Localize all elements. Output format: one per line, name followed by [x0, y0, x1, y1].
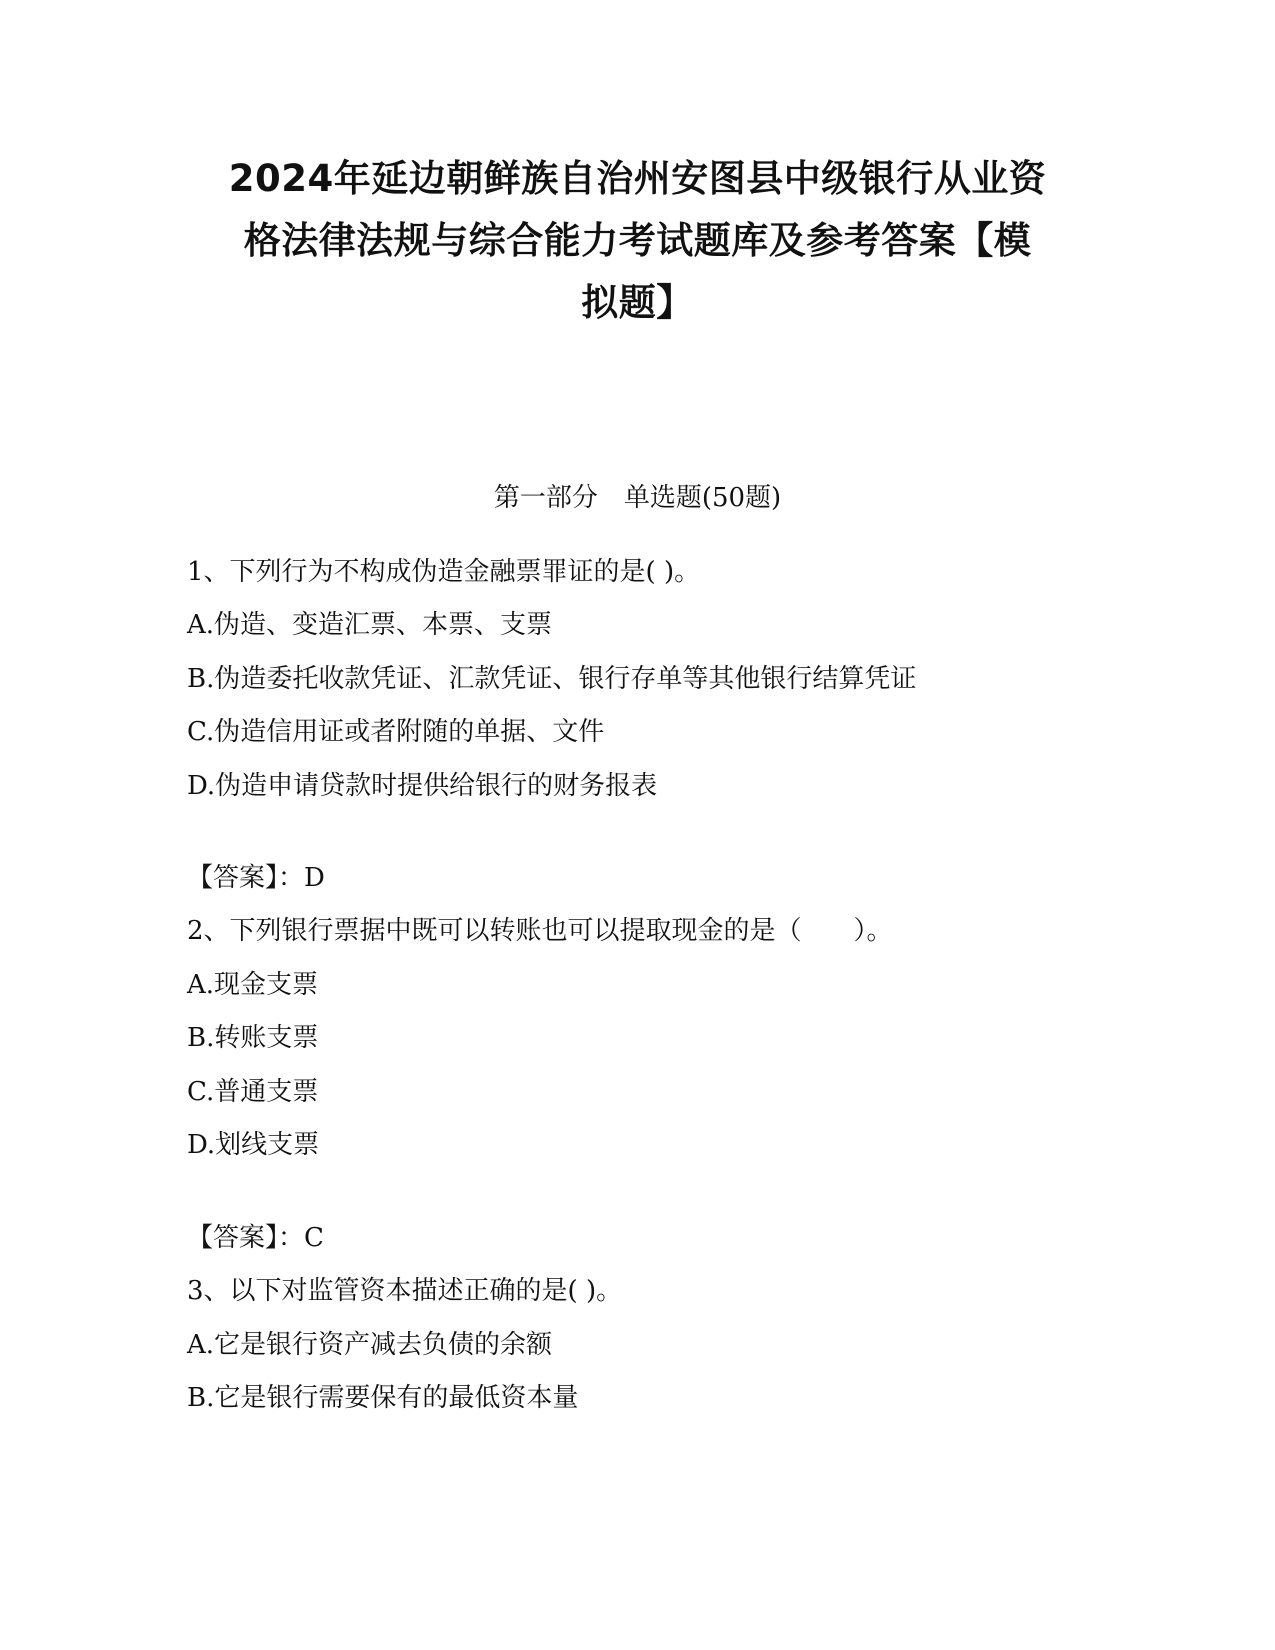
question-1-answer: 【答案】：D — [187, 863, 325, 893]
question-2-option-b: B.转账支票 — [187, 1023, 319, 1053]
question-2-answer: 【答案】：C — [187, 1223, 324, 1253]
question-2-option-d: D.划线支票 — [187, 1130, 320, 1160]
question-1-option-d: D.伪造申请贷款时提供给银行的财务报表 — [187, 771, 658, 801]
question-1-text: 1、下列行为不构成伪造金融票罪证的是( )。 — [187, 557, 701, 587]
question-3-text: 3、以下对监管资本描述正确的是( )。 — [187, 1276, 623, 1306]
question-3-option-b: B.它是银行需要保有的最低资本量 — [187, 1383, 579, 1413]
question-1-option-c: C.伪造信用证或者附随的单据、文件 — [187, 717, 605, 747]
question-1-option-b: B.伪造委托收款凭证、汇款凭证、银行存单等其他银行结算凭证 — [187, 664, 917, 694]
question-2-option-a: A.现金支票 — [187, 970, 319, 1000]
question-1-option-a: A.伪造、变造汇票、本票、支票 — [187, 610, 553, 640]
section-heading: 第一部分 单选题(50题) — [493, 483, 782, 513]
document-title-line-3: 拟题】 — [581, 281, 694, 324]
question-3-option-a: A.它是银行资产减去负债的余额 — [187, 1330, 553, 1360]
document-title-line-2: 格法律法规与综合能力考试题库及参考答案【模 — [243, 219, 1032, 262]
document-title — [150, 148, 1125, 334]
question-2-text: 2、下列银行票据中既可以转账也可以提取现金的是（ ）。 — [187, 916, 893, 946]
document-title-line-1: 2024年延边朝鲜族自治州安图县中级银行从业资 — [228, 157, 1047, 200]
question-2-option-c: C.普通支票 — [187, 1077, 319, 1107]
